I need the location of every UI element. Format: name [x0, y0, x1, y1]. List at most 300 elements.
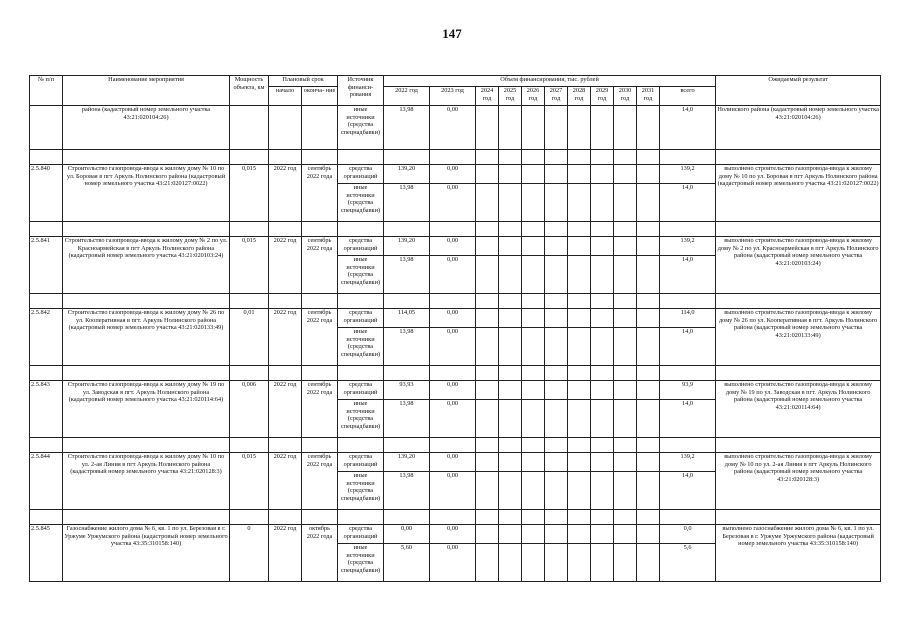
- spacer-row: [30, 222, 881, 237]
- source-label: иные источники (средства спецнадбавки): [338, 544, 384, 582]
- measure-end: сентябрь 2022 года: [302, 453, 338, 510]
- header-year-2028: 2028 год: [568, 87, 591, 106]
- carryover-source: иные источники (средства спецнадбавки): [338, 106, 384, 150]
- value-2025: [499, 453, 522, 472]
- spacer-cell: [637, 366, 660, 381]
- value-2031: [637, 328, 660, 366]
- header-year-2031: 2031 год: [637, 87, 660, 106]
- source-label: иные источники (средства спецнадбавки): [338, 256, 384, 294]
- spacer-cell: [430, 294, 476, 309]
- source-label: средства организаций: [338, 381, 384, 400]
- table-row: [30, 453, 881, 472]
- spacer-cell: [660, 510, 716, 525]
- measure-start: 2022 год: [269, 381, 302, 438]
- spacer-cell: [499, 222, 522, 237]
- carryover-y2029: [591, 106, 614, 150]
- spacer-cell: [30, 366, 63, 381]
- source-label: средства организаций: [338, 525, 384, 544]
- value-2028: [568, 237, 591, 256]
- spacer-cell: [545, 510, 568, 525]
- spacer-cell: [499, 366, 522, 381]
- spacer-cell: [522, 510, 545, 525]
- value-2022: 13,98: [384, 328, 430, 366]
- spacer-row: [30, 438, 881, 453]
- spacer-cell: [660, 222, 716, 237]
- spacer-cell: [30, 222, 63, 237]
- spacer-cell: [302, 510, 338, 525]
- spacer-row: [30, 294, 881, 309]
- spacer-cell: [430, 510, 476, 525]
- value-2024: [476, 328, 499, 366]
- value-total: 93,9: [660, 381, 716, 400]
- spacer-cell: [568, 510, 591, 525]
- spacer-cell: [302, 438, 338, 453]
- value-2028: [568, 544, 591, 582]
- value-2030: [614, 525, 637, 544]
- value-2029: [591, 400, 614, 438]
- value-2031: [637, 256, 660, 294]
- source-label: средства организаций: [338, 165, 384, 184]
- value-2030: [614, 328, 637, 366]
- value-total: 14,0: [660, 472, 716, 510]
- carryover-y2025: [499, 106, 522, 150]
- spacer-cell: [338, 366, 384, 381]
- value-2022: 93,93: [384, 381, 430, 400]
- spacer-cell: [269, 438, 302, 453]
- spacer-cell: [302, 222, 338, 237]
- spacer-cell: [384, 222, 430, 237]
- spacer-cell: [476, 510, 499, 525]
- value-2030: [614, 453, 637, 472]
- header-volume: Объем финансирования, тыс. рублей: [384, 76, 716, 87]
- value-2022: 139,20: [384, 453, 430, 472]
- carryover-start: [269, 106, 302, 150]
- header-power: Мощность объекта, км: [230, 76, 269, 106]
- source-label: средства организаций: [338, 453, 384, 472]
- spacer-cell: [499, 294, 522, 309]
- value-2027: [545, 381, 568, 400]
- value-2030: [614, 256, 637, 294]
- header-start: начало: [269, 87, 302, 106]
- value-2029: [591, 525, 614, 544]
- header-year-2026: 2026 год: [522, 87, 545, 106]
- spacer-cell: [660, 438, 716, 453]
- value-2023: 0,00: [430, 256, 476, 294]
- value-2027: [545, 309, 568, 328]
- spacer-cell: [614, 294, 637, 309]
- value-2023: 0,00: [430, 544, 476, 582]
- header-year-2029: 2029 год: [591, 87, 614, 106]
- spacer-cell: [63, 510, 230, 525]
- value-2030: [614, 165, 637, 184]
- value-2031: [637, 544, 660, 582]
- expected-result: выполнено строительство газопровода-ввода к жилому дому № 26 по ул. Кооперативная в пгт. Аркуль Нолинского района (кадастровый номер земельного участка 43:21:020133:49): [716, 309, 881, 366]
- value-2023: 0,00: [430, 381, 476, 400]
- spacer-row: [30, 366, 881, 381]
- spacer-cell: [545, 294, 568, 309]
- spacer-cell: [30, 510, 63, 525]
- measure-name: Строительство газопровода-ввода к жилому дому № 10 по ул. 2-ая Линия в пгт Аркуль Нолинского района (кадастровый номер земельного участка 43:21:020128:3): [63, 453, 230, 510]
- page-number: 147: [442, 26, 462, 41]
- measure-number: 2.5.843: [30, 381, 63, 438]
- value-total: 14,0: [660, 400, 716, 438]
- spacer-cell: [384, 294, 430, 309]
- measure-power: 0: [230, 525, 269, 582]
- value-2028: [568, 525, 591, 544]
- value-2029: [591, 472, 614, 510]
- expected-result: выполнено строительство газопровода-ввода к жилому дому № 10 по ул. Боровая в пгт Аркуль Нолинского района (кадастровый номер земельного участка 43:21:020127:0022): [716, 165, 881, 222]
- value-2031: [637, 453, 660, 472]
- measure-name: Газоснабжение жилого дома № 6, кв. 1 по ул. Березовая в г. Уржуме Уржумского района (кадастровый номер земельного участка 43:35:310158:140): [63, 525, 230, 582]
- value-2025: [499, 328, 522, 366]
- spacer-cell: [716, 294, 881, 309]
- table-row: [30, 165, 881, 184]
- value-2026: [522, 381, 545, 400]
- value-2023: 0,00: [430, 400, 476, 438]
- value-2023: 0,00: [430, 237, 476, 256]
- value-2022: 139,20: [384, 165, 430, 184]
- header-year-2022: 2022 год: [384, 87, 430, 106]
- carryover-power: [230, 106, 269, 150]
- spacer-cell: [591, 222, 614, 237]
- value-2029: [591, 256, 614, 294]
- spacer-cell: [591, 366, 614, 381]
- value-2025: [499, 309, 522, 328]
- value-2026: [522, 165, 545, 184]
- spacer-cell: [476, 294, 499, 309]
- value-2026: [522, 472, 545, 510]
- measure-number: 2.5.842: [30, 309, 63, 366]
- value-total: 139,2: [660, 237, 716, 256]
- source-label: иные источники (средства спецнадбавки): [338, 400, 384, 438]
- value-2029: [591, 381, 614, 400]
- value-2030: [614, 309, 637, 328]
- value-2031: [637, 165, 660, 184]
- value-2031: [637, 309, 660, 328]
- spacer-cell: [499, 510, 522, 525]
- spacer-cell: [338, 510, 384, 525]
- value-2031: [637, 400, 660, 438]
- spacer-cell: [716, 366, 881, 381]
- value-2029: [591, 184, 614, 222]
- value-2024: [476, 544, 499, 582]
- value-2024: [476, 309, 499, 328]
- spacer-cell: [522, 438, 545, 453]
- spacer-cell: [384, 510, 430, 525]
- measure-power: 0,006: [230, 381, 269, 438]
- measure-name: Строительство газопровода-ввода к жилому дому № 10 по ул. Боровая в пгт Аркуль Нолинского района (кадастровый номер земельного участка 43:21:020127:0022): [63, 165, 230, 222]
- value-2023: 0,00: [430, 309, 476, 328]
- value-2029: [591, 544, 614, 582]
- value-2027: [545, 237, 568, 256]
- spacer-cell: [63, 366, 230, 381]
- value-2030: [614, 237, 637, 256]
- spacer-cell: [716, 222, 881, 237]
- value-2027: [545, 184, 568, 222]
- value-2025: [499, 472, 522, 510]
- value-2026: [522, 309, 545, 328]
- header-year-2025: 2025 год: [499, 87, 522, 106]
- spacer-cell: [637, 510, 660, 525]
- spacer-cell: [430, 222, 476, 237]
- spacer-cell: [476, 366, 499, 381]
- value-2024: [476, 525, 499, 544]
- measure-power: 0,015: [230, 453, 269, 510]
- carryover-end: [302, 106, 338, 150]
- spacer-cell: [269, 510, 302, 525]
- value-2027: [545, 544, 568, 582]
- value-total: 0,0: [660, 525, 716, 544]
- value-2022: 13,98: [384, 400, 430, 438]
- header-year-2024: 2024 год: [476, 87, 499, 106]
- measure-power: 0,015: [230, 237, 269, 294]
- value-2026: [522, 544, 545, 582]
- value-2025: [499, 381, 522, 400]
- spacer-cell: [230, 438, 269, 453]
- value-2030: [614, 544, 637, 582]
- spacer-cell: [302, 294, 338, 309]
- spacer-cell: [230, 294, 269, 309]
- value-2025: [499, 165, 522, 184]
- value-2025: [499, 237, 522, 256]
- table-body: [30, 106, 881, 582]
- spacer-cell: [614, 222, 637, 237]
- value-2025: [499, 525, 522, 544]
- financing-table: [29, 75, 881, 582]
- spacer-cell: [230, 222, 269, 237]
- header-no: № п/п: [30, 76, 63, 106]
- value-2025: [499, 400, 522, 438]
- spacer-cell: [637, 294, 660, 309]
- spacer-cell: [716, 510, 881, 525]
- table-row: [30, 309, 881, 328]
- value-total: 114,0: [660, 309, 716, 328]
- value-2026: [522, 328, 545, 366]
- value-2030: [614, 472, 637, 510]
- carryover-y2024: [476, 106, 499, 150]
- spacer-cell: [637, 222, 660, 237]
- spacer-cell: [30, 438, 63, 453]
- measure-number: 2.5.840: [30, 165, 63, 222]
- spacer-cell: [660, 294, 716, 309]
- value-total: 5,6: [660, 544, 716, 582]
- measure-end: сентябрь 2022 года: [302, 309, 338, 366]
- measure-start: 2022 год: [269, 453, 302, 510]
- value-2030: [614, 184, 637, 222]
- spacer-cell: [499, 438, 522, 453]
- value-total: 14,0: [660, 328, 716, 366]
- spacer-cell: [614, 510, 637, 525]
- spacer-cell: [637, 438, 660, 453]
- spacer-cell: [660, 366, 716, 381]
- value-2024: [476, 453, 499, 472]
- value-2027: [545, 256, 568, 294]
- measure-end: сентябрь 2022 года: [302, 237, 338, 294]
- value-2027: [545, 400, 568, 438]
- value-2030: [614, 400, 637, 438]
- spacer-cell: [269, 222, 302, 237]
- spacer-cell: [63, 438, 230, 453]
- value-2026: [522, 237, 545, 256]
- source-label: средства организаций: [338, 309, 384, 328]
- value-2024: [476, 381, 499, 400]
- value-total: 139,2: [660, 453, 716, 472]
- expected-result: выполнено строительство газопровода-ввода к жилому дому № 19 по ул. Заводская в пгт. Аркуль Нолинского района (кадастровый номер земельного участка 43:21:020114:64): [716, 381, 881, 438]
- value-2027: [545, 328, 568, 366]
- spacer-cell: [591, 438, 614, 453]
- measure-end: октябрь 2022 года: [302, 525, 338, 582]
- measure-start: 2022 год: [269, 309, 302, 366]
- spacer-cell: [545, 366, 568, 381]
- value-2028: [568, 453, 591, 472]
- table-row: [30, 525, 881, 544]
- measure-power: 0,01: [230, 309, 269, 366]
- spacer-cell: [614, 366, 637, 381]
- spacer-cell: [269, 294, 302, 309]
- header-end: оконча- ние: [302, 87, 338, 106]
- spacer-cell: [430, 366, 476, 381]
- spacer-cell: [591, 294, 614, 309]
- spacer-cell: [338, 294, 384, 309]
- value-2026: [522, 256, 545, 294]
- table-row: [30, 237, 881, 256]
- spacer-cell: [568, 366, 591, 381]
- measure-name: Строительство газопровода-ввода к жилому дому № 26 по ул. Кооперативная в пгт. Аркуль Нолинского района (кадастровый номер земельного участка 43:21:020133:49): [63, 309, 230, 366]
- value-2028: [568, 184, 591, 222]
- value-2026: [522, 453, 545, 472]
- header-plan-term: Плановый срок: [269, 76, 338, 87]
- value-2022: 114,05: [384, 309, 430, 328]
- carryover-y2026: [522, 106, 545, 150]
- spacer-cell: [63, 294, 230, 309]
- value-2029: [591, 328, 614, 366]
- value-2024: [476, 472, 499, 510]
- measure-start: 2022 год: [269, 525, 302, 582]
- measure-start: 2022 год: [269, 165, 302, 222]
- spacer-cell: [568, 294, 591, 309]
- carryover-total: 14,0: [660, 106, 716, 150]
- value-2029: [591, 309, 614, 328]
- measure-name: Строительство газопровода-ввода к жилому дому № 19 по ул. Заводская в пгт. Аркуль Нолинского района (кадастровый номер земельного участка 43:21:020114:64): [63, 381, 230, 438]
- header-source: Источник финанси- рования: [338, 76, 384, 106]
- value-2028: [568, 309, 591, 328]
- spacer-cell: [230, 366, 269, 381]
- measure-number: 2.5.841: [30, 237, 63, 294]
- spacer-cell: [230, 510, 269, 525]
- header-result: Ожидаемый результат: [716, 76, 881, 106]
- value-2023: 0,00: [430, 165, 476, 184]
- header-year-2027: 2027 год: [545, 87, 568, 106]
- spacer-cell: [545, 222, 568, 237]
- table-row: [30, 381, 881, 400]
- carryover-y2022: 13,98: [384, 106, 430, 150]
- value-2027: [545, 165, 568, 184]
- spacer-cell: [63, 222, 230, 237]
- spacer-cell: [338, 438, 384, 453]
- value-2024: [476, 237, 499, 256]
- expected-result: выполнено газоснабжение жилого дома № 6, кв. 1 по ул. Березовая в г. Уржуме Уржумского района (кадастровый номер земельного участка 43:35:310158:140): [716, 525, 881, 582]
- value-2025: [499, 184, 522, 222]
- value-2022: 139,20: [384, 237, 430, 256]
- spacer-cell: [522, 222, 545, 237]
- value-total: 14,0: [660, 184, 716, 222]
- value-2023: 0,00: [430, 525, 476, 544]
- measure-number: 2.5.844: [30, 453, 63, 510]
- value-2022: 13,98: [384, 184, 430, 222]
- value-2028: [568, 381, 591, 400]
- value-2031: [637, 472, 660, 510]
- spacer-cell: [476, 222, 499, 237]
- carryover-name: района (кадастровый номер земельного участка 43:21:020104:26): [63, 106, 230, 150]
- value-2031: [637, 237, 660, 256]
- spacer-row: [30, 150, 881, 165]
- value-2025: [499, 256, 522, 294]
- value-2023: 0,00: [430, 184, 476, 222]
- carryover-result: Нолинского района (кадастровый номер земельного участка 43:21:020104:26): [716, 106, 881, 150]
- value-2026: [522, 525, 545, 544]
- carryover-y2030: [614, 106, 637, 150]
- spacer-cell: [591, 510, 614, 525]
- spacer-cell: [568, 222, 591, 237]
- source-label: иные источники (средства спецнадбавки): [338, 472, 384, 510]
- spacer-cell: [716, 438, 881, 453]
- source-label: средства организаций: [338, 237, 384, 256]
- value-2028: [568, 400, 591, 438]
- value-2030: [614, 381, 637, 400]
- value-2025: [499, 544, 522, 582]
- carryover-row: [30, 106, 881, 150]
- value-2031: [637, 184, 660, 222]
- spacer-cell: [476, 438, 499, 453]
- measure-start: 2022 год: [269, 237, 302, 294]
- value-2023: 0,00: [430, 453, 476, 472]
- spacer-cell: [269, 366, 302, 381]
- spacer-cell: [384, 438, 430, 453]
- value-2024: [476, 165, 499, 184]
- value-2027: [545, 525, 568, 544]
- value-2026: [522, 400, 545, 438]
- spacer-cell: [522, 366, 545, 381]
- header-year-2023: 2023 год: [430, 87, 476, 106]
- value-2022: 13,98: [384, 256, 430, 294]
- measure-end: сентябрь 2022 года: [302, 165, 338, 222]
- value-2029: [591, 165, 614, 184]
- spacer-cell: [30, 294, 63, 309]
- value-2028: [568, 472, 591, 510]
- spacer-cell: [338, 222, 384, 237]
- carryover-y2027: [545, 106, 568, 150]
- value-2029: [591, 237, 614, 256]
- spacer-cell: [568, 438, 591, 453]
- header-name: Наименование мероприятия: [63, 76, 230, 106]
- spacer-cell: [384, 366, 430, 381]
- source-label: иные источники (средства спецнадбавки): [338, 328, 384, 366]
- value-2026: [522, 184, 545, 222]
- value-2031: [637, 381, 660, 400]
- carryover-y2031: [637, 106, 660, 150]
- value-total: 139,2: [660, 165, 716, 184]
- value-2022: 0,00: [384, 525, 430, 544]
- value-2023: 0,00: [430, 328, 476, 366]
- spacer-cell: [614, 438, 637, 453]
- measure-name: Строительство газопровода-ввода к жилому дому № 2 по ул. Красноармейская в пгт Аркуль Нолинского района (кадастровый номер земельного участка 43:21:020103:24): [63, 237, 230, 294]
- measure-number: 2.5.845: [30, 525, 63, 582]
- value-2028: [568, 328, 591, 366]
- value-2024: [476, 184, 499, 222]
- expected-result: выполнено строительство газопровода-ввода к жилому дому № 2 по ул. Красноармейская в пгт Аркуль Нолинского района (кадастровый номер земельного участка 43:21:020103:24): [716, 237, 881, 294]
- carryover-no: [30, 106, 63, 150]
- value-2024: [476, 400, 499, 438]
